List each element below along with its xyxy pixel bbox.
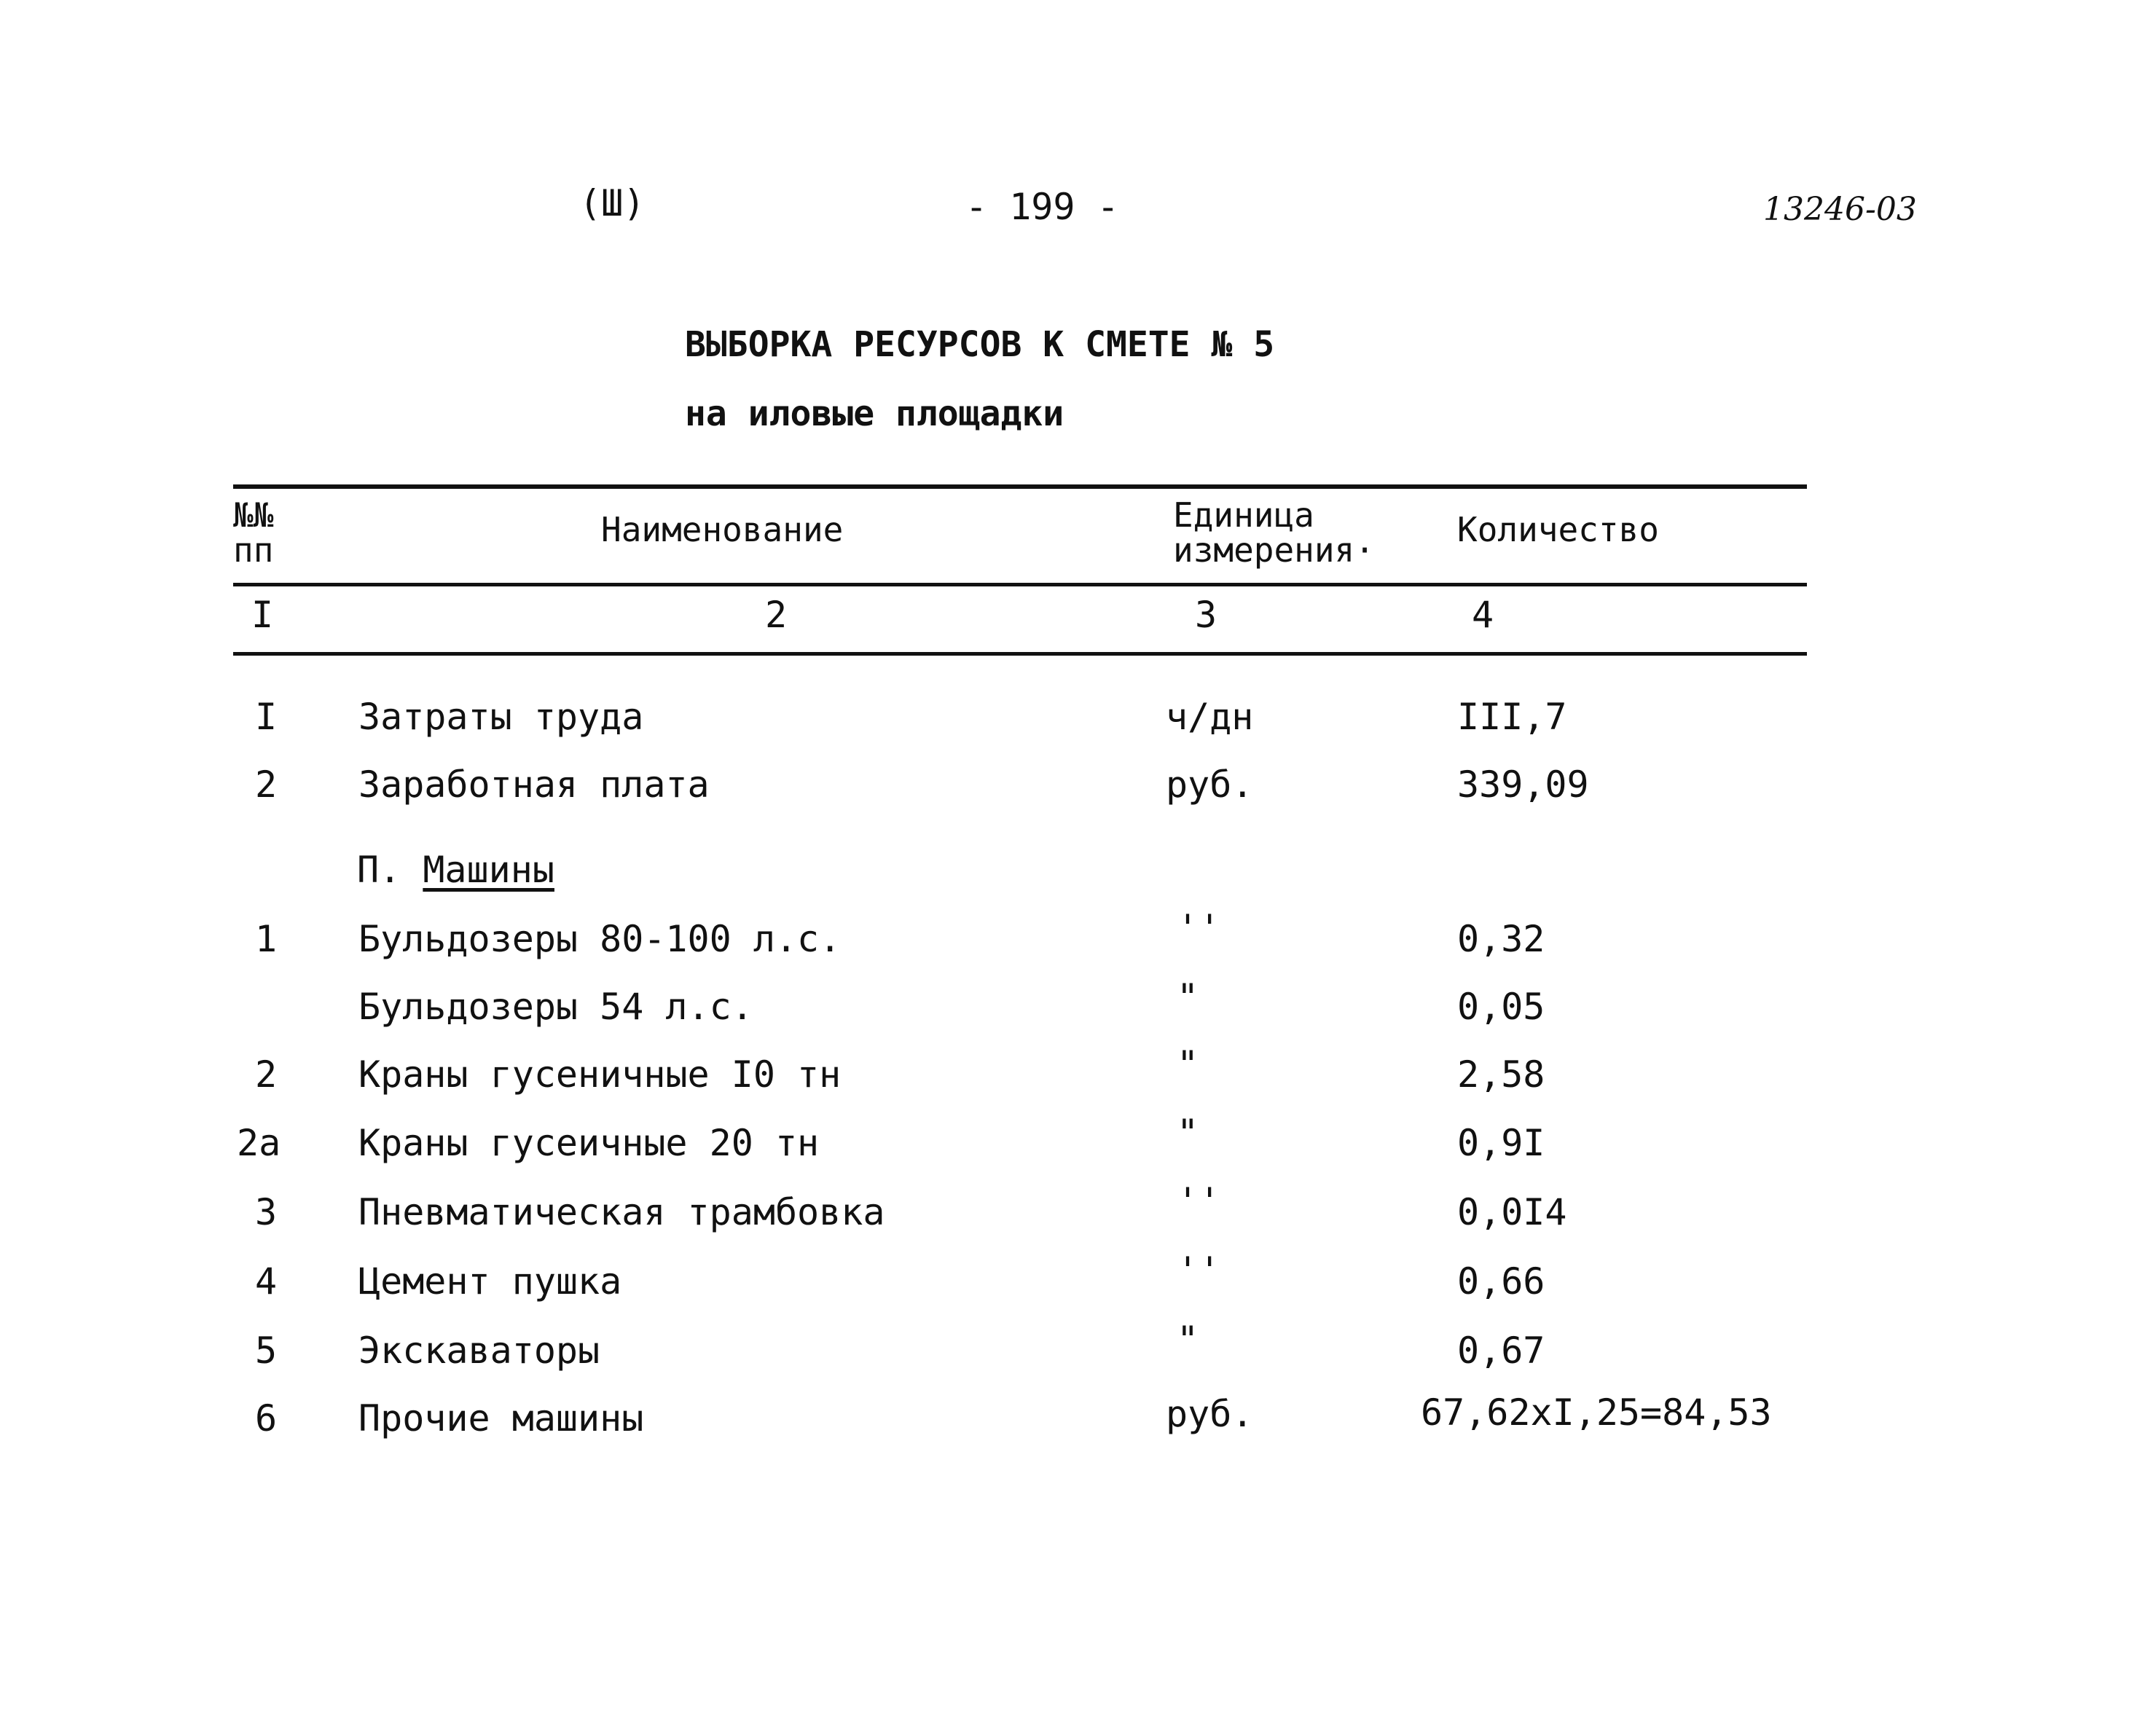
row-num: 4	[255, 1260, 278, 1303]
column-number-3: 3	[1195, 594, 1217, 636]
row-num: 3	[255, 1191, 278, 1233]
row-name: Затраты труда	[358, 696, 644, 738]
document-title: ВЫБОРКА РЕСУРСОВ К СМЕТЕ № 5	[685, 324, 1275, 365]
row-qty: 2,58	[1457, 1053, 1545, 1096]
row-num: 2	[255, 1053, 278, 1096]
table-top-rule	[233, 484, 1807, 489]
header-qty: Количество	[1457, 510, 1659, 549]
section-prefix: П.	[357, 849, 401, 891]
header-unit-line1: Единица	[1173, 495, 1314, 535]
row-name: Краны гусеничные I0 тн	[358, 1053, 842, 1096]
row-unit: ''	[1177, 907, 1221, 949]
document-subtitle: на иловые площадки	[685, 393, 1064, 434]
section-title: Машины	[423, 849, 554, 891]
row-name: Бульдозеры 54 л.с.	[358, 986, 753, 1028]
row-num: 6	[255, 1397, 278, 1440]
row-name: Экскаваторы	[358, 1330, 600, 1372]
column-number-rule	[233, 652, 1807, 656]
row-name: Пневматическая трамбовка	[358, 1191, 885, 1233]
row-qty: 339,09	[1457, 763, 1589, 806]
row-num: I	[255, 696, 278, 738]
row-unit: руб.	[1166, 1393, 1254, 1435]
section-marker: (Ш)	[579, 182, 646, 224]
page-number: - 199 -	[965, 186, 1119, 228]
row-unit: ''	[1177, 1249, 1221, 1292]
row-name: Бульдозеры 80-100 л.с.	[358, 918, 842, 960]
row-name: Краны гусеичные 20 тн	[358, 1122, 820, 1164]
row-unit: "	[1177, 976, 1199, 1018]
header-num-line2: пп	[233, 530, 274, 570]
row-num: 2а	[237, 1122, 281, 1164]
document-code: 13246-03	[1763, 191, 1917, 228]
row-qty: 67,62хI,25=84,53	[1421, 1391, 1772, 1434]
header-name: Наименование	[601, 510, 844, 549]
row-unit: руб.	[1166, 763, 1254, 806]
row-unit: "	[1177, 1319, 1199, 1361]
row-unit: ''	[1177, 1180, 1221, 1222]
row-qty: 0,67	[1457, 1330, 1545, 1372]
header-num-line1: №№	[233, 495, 274, 535]
header-unit-line2: измерения·	[1173, 530, 1375, 570]
row-qty: III,7	[1457, 696, 1567, 738]
row-name: Прочие машины	[358, 1397, 644, 1440]
row-num: 5	[255, 1330, 278, 1372]
row-qty: 0,9I	[1457, 1122, 1545, 1164]
row-qty: 0,05	[1457, 986, 1545, 1028]
row-name: Цемент пушка	[358, 1260, 622, 1303]
row-qty: 0,66	[1457, 1260, 1545, 1303]
header-rule	[233, 583, 1807, 586]
column-number-2: 2	[765, 594, 788, 636]
row-unit: "	[1177, 1043, 1199, 1085]
row-num: 1	[255, 918, 278, 960]
row-qty: 0,32	[1457, 918, 1545, 960]
row-num: 2	[255, 763, 278, 806]
column-number-4: 4	[1472, 594, 1494, 636]
row-unit: ч/дн	[1166, 696, 1254, 738]
column-number-1: I	[251, 594, 274, 636]
section-heading-machines	[357, 849, 554, 891]
row-qty: 0,0I4	[1457, 1191, 1567, 1233]
row-unit: "	[1177, 1112, 1199, 1154]
row-name: Заработная плата	[358, 763, 710, 806]
